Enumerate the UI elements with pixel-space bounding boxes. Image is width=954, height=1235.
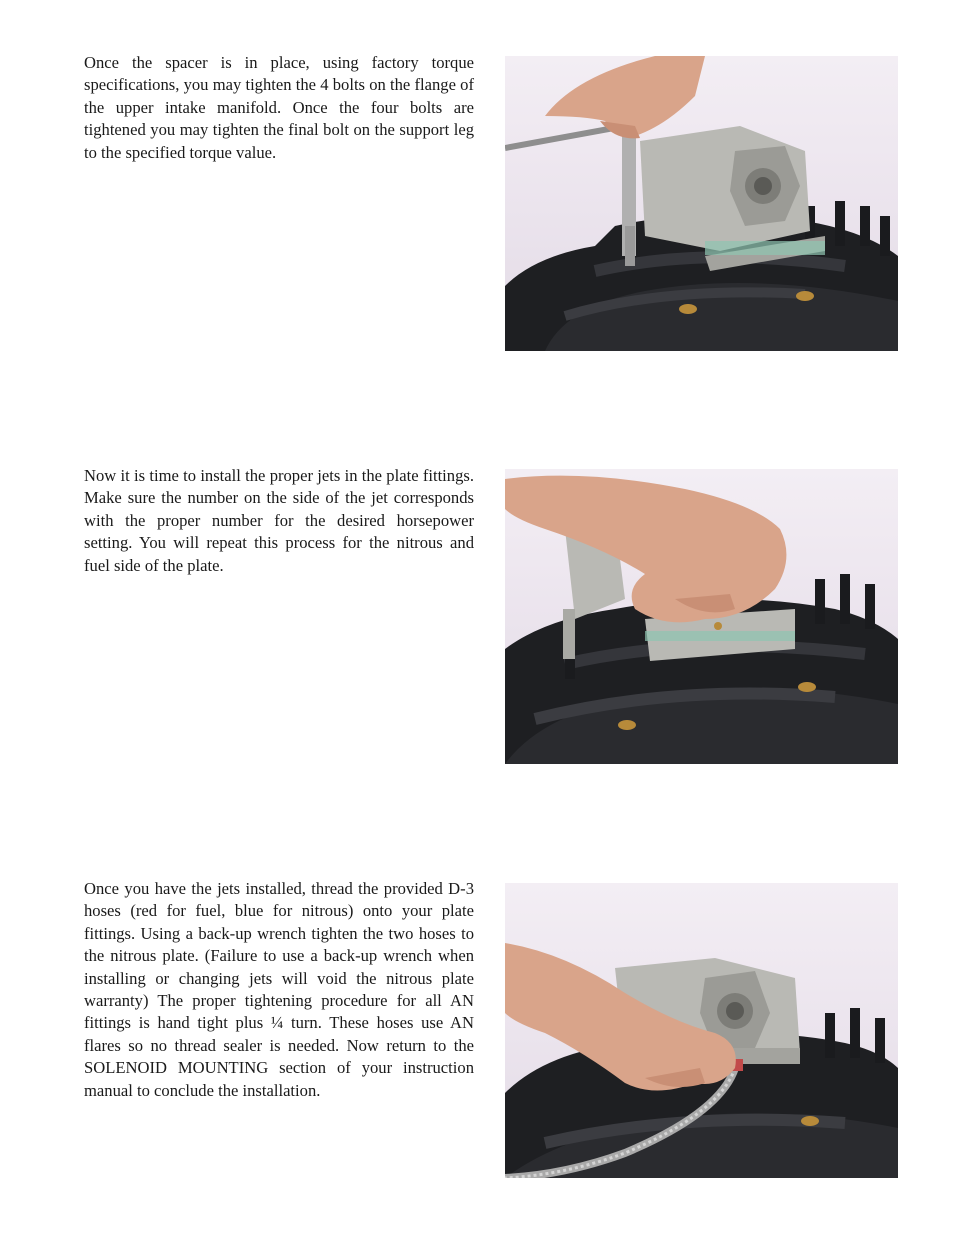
step-1-photo-torque-wrench [505, 56, 898, 351]
step-1-text: Once the spacer is in place, using factory torque specifications, you may tighten the 4 bolts on the flange of the upper intake manifold. Once the four bolts are tightened you may tighten the final bolt on the support leg to the specified torque value. [84, 53, 474, 162]
step-2-photo-installing-jets [505, 469, 898, 764]
step-2-photo-illustration [505, 469, 898, 764]
step-3-photo-illustration [505, 883, 898, 1178]
step-3-text: Once you have the jets installed, thread the provided D-3 hoses (red for fuel, blue for nitrous) onto your plate fittings. Using a back-up wrench tighten the two hoses to the nitrous plate. (Failure to use a back-up wrench when installing or changing jets will void the nitrous plate warranty) The proper tightening procedure for all AN fittings is hand tight plus ¼ turn. These hoses use AN flares so no thread sealer is needed. Now return to the SOLENOID MOUNTING section of your instruction manual to conclude the installation. [84, 879, 474, 1100]
step-1-photo-illustration [505, 56, 898, 351]
step-2-text: Now it is time to install the proper jets in the plate fittings. Make sure the number on the side of the jet corresponds with the proper number for the desired horsepower setting. You will repeat this process for the nitrous and fuel side of the plate. [84, 466, 474, 575]
step-3-photo-hose-install [505, 883, 898, 1178]
